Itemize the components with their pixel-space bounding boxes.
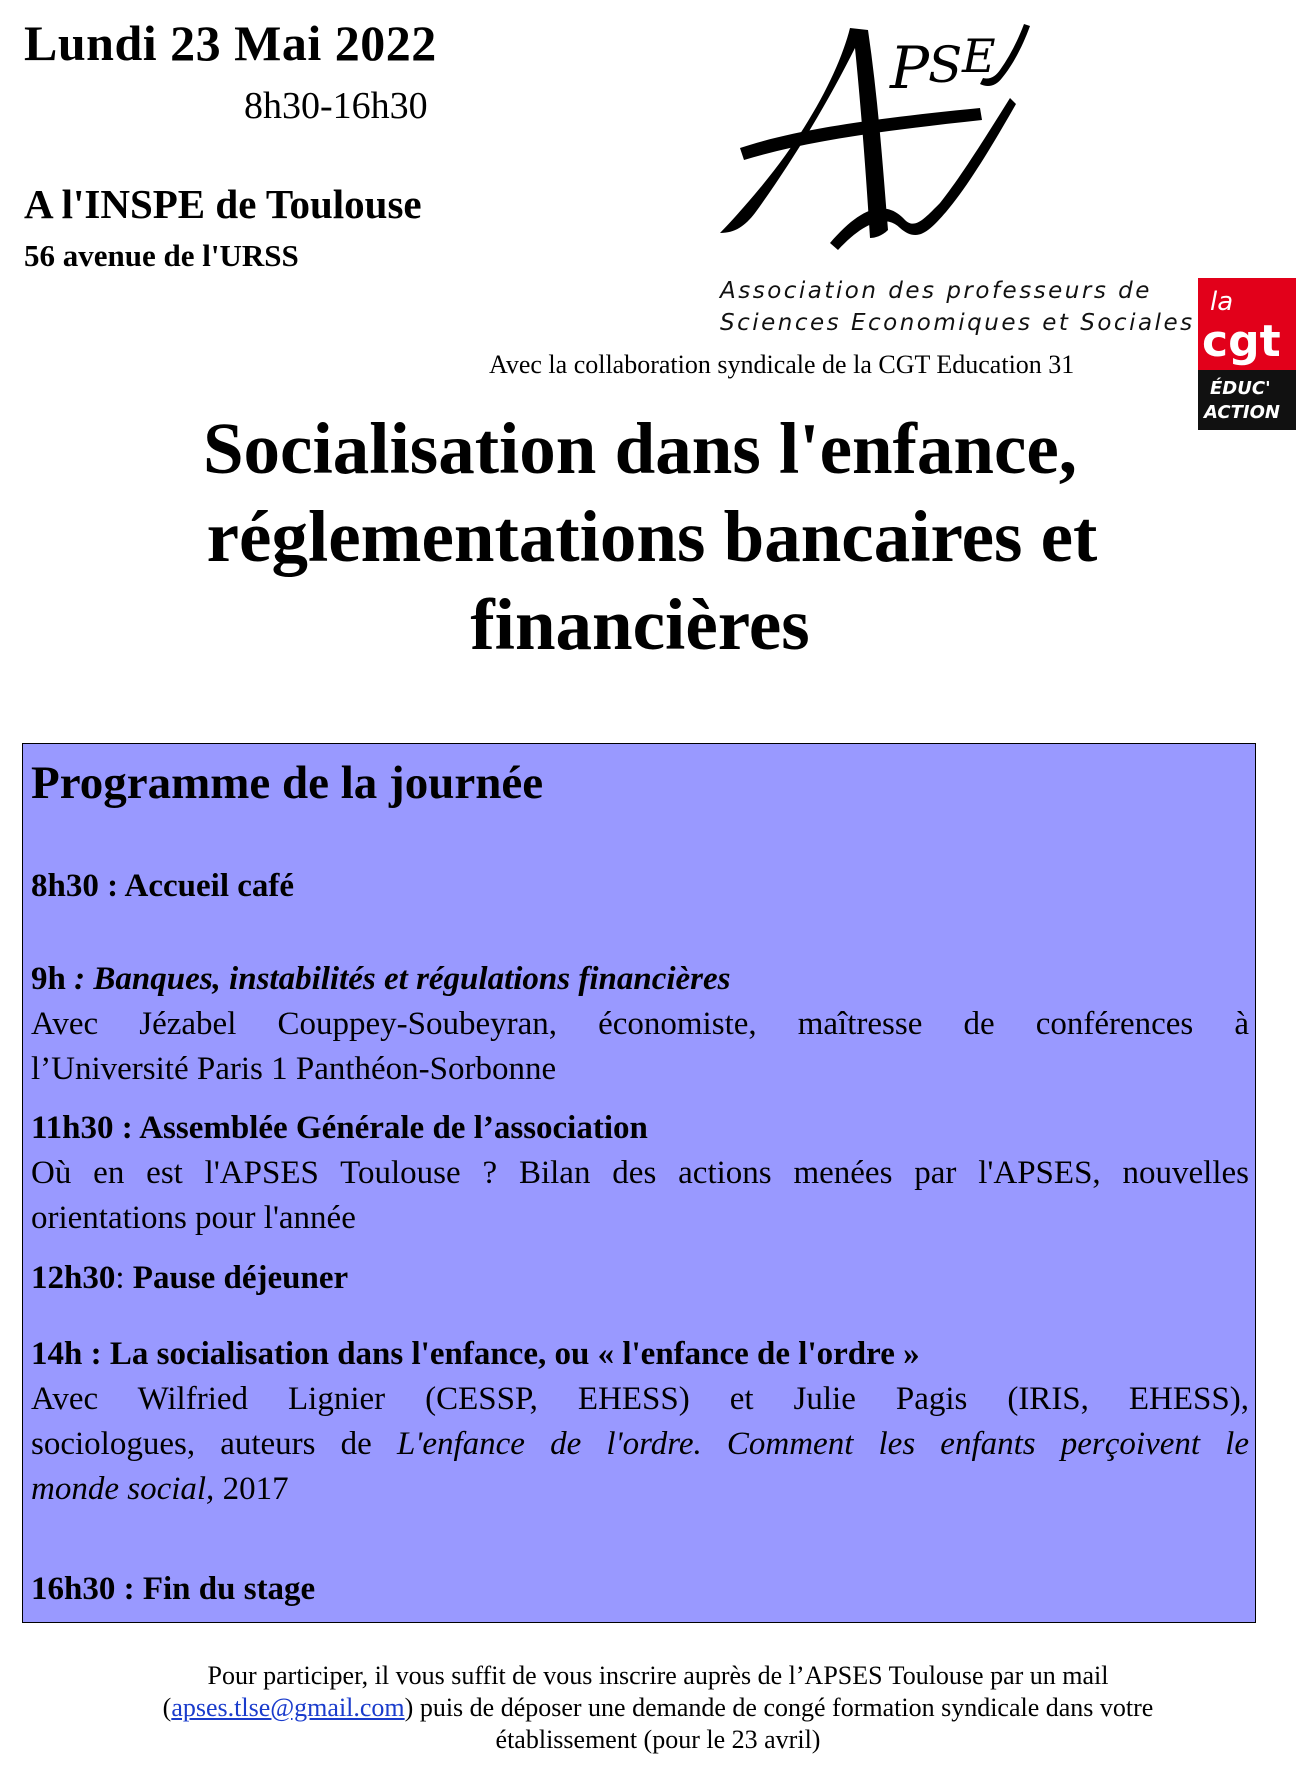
slot-desc-line: orientations pour l'année [31, 1200, 356, 1236]
program-slot-assembly [31, 1106, 1249, 1241]
main-title [0, 405, 1316, 669]
slot-title: : La socialisation dans l'enfance, ou « l'enfance de l'ordre » [82, 1336, 920, 1372]
slot-heading [31, 1256, 1249, 1301]
svg-text:P: P [890, 34, 930, 102]
book-title: L'enfance de l'ordre. Comment les enfants perçoivent le [396, 1426, 1249, 1462]
slot-desc-line [31, 1467, 1249, 1512]
title-line-3: financières [470, 584, 810, 665]
slot-heading [31, 957, 1249, 1002]
slot-desc-line [31, 1422, 1249, 1467]
slot-title: Pause déjeuner [124, 1260, 349, 1296]
program-slot-welcome [31, 864, 1249, 909]
title-line-1: Socialisation dans l'enfance, [202, 408, 1078, 489]
svg-text:ACTION: ACTION [1204, 402, 1280, 423]
book-title-end: monde social, [31, 1471, 215, 1507]
footer-line-2-rest: ) puis de déposer une demande de congé formation syndicale dans votre [404, 1693, 1154, 1722]
title-line-2: réglementations bancaires et [206, 496, 1098, 577]
collaboration-note: Avec la collaboration syndicale de la CGT Education 31 [489, 350, 1075, 379]
slot-desc-line: Avec Wilfried Lignier (CESSP, EHESS) et Julie Pagis (IRIS, EHESS), [31, 1381, 1249, 1417]
slot-heading: 11h30 : Assemblée Générale de l’association [31, 1110, 648, 1146]
slot-heading: 8h30 : Accueil café [31, 868, 295, 904]
desc-text: sociologues, auteurs de [31, 1426, 397, 1462]
program-heading: Programme de la journée [31, 757, 544, 809]
apses-tagline-2: Sciences Economiques et Sociales [720, 310, 1195, 336]
footer-line-3: établissement (pour le 23 avril) [495, 1725, 821, 1754]
svg-text:cgt: cgt [1202, 316, 1281, 367]
svg-text:la: la [1210, 287, 1234, 317]
email-link[interactable]: apses.tlse@gmail.com [171, 1693, 405, 1722]
event-place: A l'INSPE de Toulouse [24, 181, 422, 227]
slot-desc-line: Où en est l'APSES Toulouse ? Bilan des actions menées par l'APSES, nouvelles [31, 1155, 1249, 1191]
slot-heading: 16h30 : Fin du stage [31, 1571, 316, 1607]
svg-text:S: S [928, 36, 963, 94]
slot-desc-line: Avec Jézabel Couppey-Soubeyran, économiste, maîtresse de conférences à [31, 1006, 1249, 1042]
footer-line-1: Pour participer, il vous suffit de vous inscrire auprès de l’APSES Toulouse par un mail [207, 1661, 1109, 1690]
program-slot-end [31, 1567, 1249, 1612]
slot-title: : Banques, instabilités et régulations financières [65, 961, 731, 997]
slot-time: 9h [31, 961, 66, 997]
footer-line-2 [60, 1692, 1256, 1724]
apses-logo-drawing [700, 8, 1200, 288]
svg-text:ÉDUC': ÉDUC' [1210, 378, 1271, 399]
svg-text:E: E [962, 29, 996, 83]
apses-tagline-1: Association des professeurs de [720, 278, 1152, 304]
event-hours: 8h30-16h30 [244, 85, 428, 127]
slot-desc-line: l’Université Paris 1 Panthéon-Sorbonne [31, 1051, 557, 1087]
slot-heading [31, 1332, 1249, 1377]
program-slot-lunch [31, 1256, 1249, 1301]
apses-logo [700, 8, 1200, 298]
registration-note [60, 1660, 1256, 1756]
paren-open: ( [162, 1693, 172, 1722]
event-date: Lundi 23 Mai 2022 [24, 15, 437, 71]
program-slot-socialisation [31, 1332, 1249, 1512]
event-address: 56 avenue de l'URSS [24, 238, 299, 273]
slot-time: 14h [31, 1336, 83, 1372]
book-year: 2017 [214, 1471, 289, 1507]
slot-time: 12h30 [31, 1260, 116, 1296]
program-slot-banks [31, 957, 1249, 1092]
slot-colon: : [115, 1260, 125, 1296]
program-box [22, 743, 1256, 1623]
